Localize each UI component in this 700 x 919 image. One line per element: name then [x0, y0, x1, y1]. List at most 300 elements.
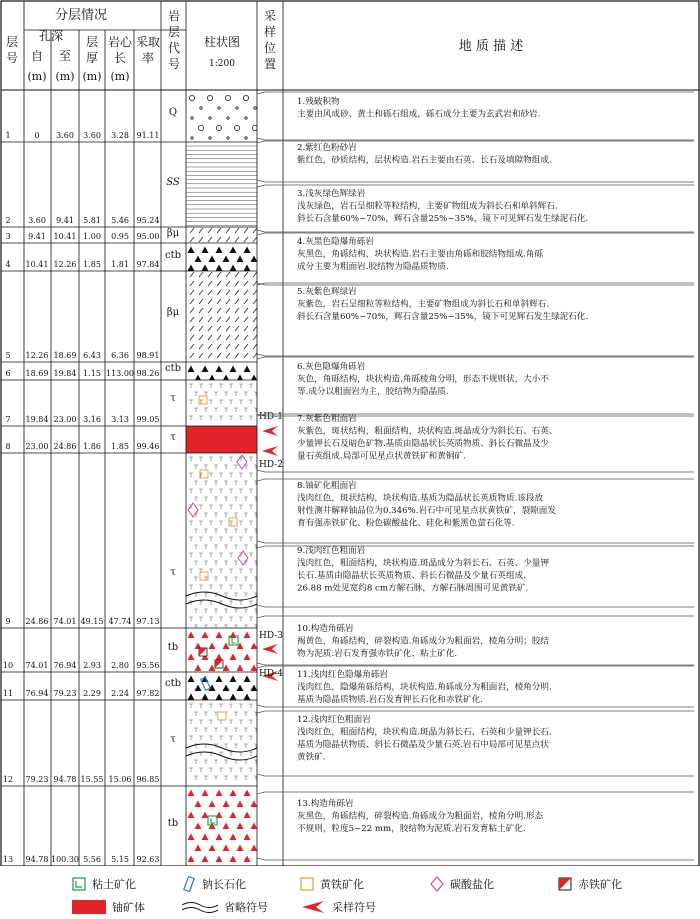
trachyte-mark — [249, 384, 253, 388]
breccia-fragment — [251, 643, 258, 650]
legend-label: 碳酸盐化 — [450, 878, 494, 891]
breccia-fragment — [216, 676, 223, 683]
trachyte-mark — [189, 537, 193, 541]
gravel-dot — [216, 125, 221, 130]
core-length: 0.95 — [111, 232, 129, 241]
lithology-gravel — [189, 95, 257, 139]
legend-item-omission — [182, 899, 268, 915]
core-length: 47.74 — [108, 617, 132, 626]
diabase-tick — [217, 326, 221, 331]
carbonatization-icon — [430, 876, 444, 892]
trachyte-mark — [229, 384, 233, 388]
lithology-diabase — [190, 272, 257, 367]
trachyte-mark — [244, 577, 248, 581]
diabase-tick — [244, 344, 248, 349]
diabase-tick — [253, 362, 257, 367]
trachyte-mark — [234, 625, 238, 629]
trachyte-mark — [244, 529, 248, 533]
trachyte-mark — [204, 392, 208, 396]
diabase-tick — [208, 290, 212, 295]
diabase-tick — [226, 281, 230, 286]
breccia-fragment — [195, 665, 202, 672]
trachyte-mark — [229, 553, 233, 557]
description-text: 浅灰绿色，岩石呈细粒等粒结构，主要矿物组成为斜长石和单斜辉石. — [297, 201, 558, 212]
diabase-tick — [226, 290, 230, 295]
trachyte-mark — [189, 569, 193, 573]
trachyte-mark — [209, 720, 213, 724]
breccia-fragment — [230, 856, 237, 863]
header-scale: 1:200 — [209, 59, 235, 69]
recovery: 98.26 — [136, 369, 160, 378]
trachyte-mark — [219, 457, 223, 461]
trachyte-mark — [249, 473, 253, 477]
lithology-breccia-black — [188, 676, 258, 701]
header-sample-position: 置 — [263, 57, 277, 71]
breccia-fragment — [230, 265, 237, 272]
trachyte-mark — [239, 416, 243, 420]
legend-label: 采样符号 — [332, 901, 376, 914]
header-sample-position: 位 — [263, 41, 277, 55]
trachyte-mark — [204, 760, 208, 764]
gravel-dot — [225, 95, 230, 100]
trachyte-mark — [249, 400, 253, 404]
diabase-tick — [217, 272, 221, 277]
trachyte-mark — [229, 537, 233, 541]
trachyte-mark — [244, 513, 248, 517]
breccia-fragment — [188, 654, 195, 661]
description-text: 浅肉红色，粗面结构，块状构造.斑晶成分为斜长石、石英、少量钾 — [297, 558, 549, 569]
depth-to: 100.30 — [51, 855, 79, 864]
breccia-fragment — [188, 265, 195, 272]
thickness: 1.00 — [83, 232, 101, 241]
header-column-title: 柱状图 — [203, 35, 241, 49]
breccia-fragment — [244, 812, 251, 819]
diabase-tick — [253, 326, 257, 331]
breccia-fragment — [188, 856, 195, 863]
trachyte-mark — [209, 521, 213, 525]
diabase-tick — [235, 353, 239, 358]
layer-no: 10 — [2, 661, 14, 670]
diabase-tick — [208, 272, 212, 277]
breccia-fragment — [202, 366, 209, 373]
diabase-tick — [235, 281, 239, 286]
trachyte-mark — [194, 392, 198, 396]
diabase-tick — [190, 272, 194, 277]
trachyte-mark — [239, 585, 243, 589]
trachyte-mark — [249, 601, 253, 605]
breccia-fragment — [223, 845, 230, 852]
trachyte-mark — [219, 537, 223, 541]
trachyte-mark — [224, 577, 228, 581]
breccia-fragment — [244, 676, 251, 683]
trachyte-mark — [194, 577, 198, 581]
recovery: 95.24 — [136, 216, 160, 225]
trachyte-mark — [204, 545, 208, 549]
recovery: 95.00 — [136, 232, 160, 241]
gravel-dot — [234, 125, 239, 130]
depth-to: 23.00 — [53, 415, 77, 424]
table-row — [5, 351, 159, 360]
description-title: 11.浅肉红色隐爆角砾岩 — [297, 670, 389, 680]
trachyte-mark — [239, 601, 243, 605]
layer-no: 5 — [5, 351, 11, 360]
table-row — [5, 369, 159, 378]
recovery: 96.85 — [136, 775, 160, 784]
diabase-tick — [190, 237, 194, 242]
diabase-tick — [199, 281, 203, 286]
pyrite-symbol — [218, 712, 226, 720]
diabase-tick — [235, 344, 239, 349]
diabase-tick — [208, 344, 212, 349]
trachyte-mark — [234, 577, 238, 581]
diabase-tick — [253, 272, 257, 277]
trachyte-mark — [189, 585, 193, 589]
diabase-tick — [235, 317, 239, 322]
breccia-fragment — [188, 366, 195, 373]
trachyte-mark — [214, 577, 218, 581]
rock-code: τ — [170, 734, 176, 745]
trachyte-mark — [249, 720, 253, 724]
description-text: 射性测井解释铀品位为0.346%.岩石中可见星点状黄铁矿，裂隙面发 — [297, 506, 556, 516]
trachyte-mark — [229, 416, 233, 420]
trachyte-mark — [189, 416, 193, 420]
trachyte-mark — [219, 768, 223, 772]
trachyte-mark — [224, 465, 228, 469]
trachyte-mark — [204, 497, 208, 501]
gravel-dot — [254, 107, 256, 109]
lithology-breccia-black — [188, 247, 258, 272]
trachyte-mark — [229, 704, 233, 708]
layer-no: 9 — [5, 617, 11, 626]
trachyte-mark — [229, 473, 233, 477]
clay-symbol — [232, 638, 236, 643]
trachyte-mark — [214, 481, 218, 485]
gravel-dot — [207, 95, 212, 100]
trachyte-mark — [239, 473, 243, 477]
core-length: 1.81 — [111, 260, 129, 269]
diabase-tick — [217, 290, 221, 295]
trachyte-mark — [239, 505, 243, 509]
trachyte-mark — [199, 457, 203, 461]
diabase-tick — [217, 353, 221, 358]
trachyte-mark — [199, 601, 203, 605]
breccia-fragment — [188, 694, 195, 701]
trachyte-mark — [219, 553, 223, 557]
table-row — [5, 260, 159, 269]
breccia-fragment — [209, 845, 216, 852]
breccia-fragment — [195, 823, 202, 830]
trachyte-mark — [229, 768, 233, 772]
table-row — [5, 232, 159, 241]
trachyte-mark — [239, 736, 243, 740]
trachyte-mark — [199, 400, 203, 404]
trachyte-mark — [209, 553, 213, 557]
depth-from: 12.26 — [25, 351, 49, 360]
diabase-tick — [235, 237, 239, 242]
depth-to: 76.94 — [53, 661, 77, 670]
breccia-fragment — [216, 856, 223, 863]
trachyte-mark — [249, 416, 253, 420]
trachyte-mark — [224, 625, 228, 629]
header-rock-code: 岩 — [167, 9, 181, 23]
breccia-fragment — [195, 845, 202, 852]
breccia-fragment — [251, 256, 258, 263]
trachyte-mark — [219, 704, 223, 708]
trachyte-mark — [194, 712, 198, 716]
depth-from: 19.84 — [25, 415, 49, 424]
breccia-fragment — [216, 247, 223, 254]
diabase-tick — [190, 281, 194, 286]
description-block — [257, 141, 694, 182]
breccia-fragment — [251, 801, 258, 808]
description-text: 灰黑色，角砾结构，碎裂构造.角砾成分为粗面岩，棱角分明.形态 — [297, 811, 544, 822]
description-text: 量石英组成.局部可见星点状黄铁矿和黄铜矿. — [297, 451, 466, 462]
description-text: 长石.基质由隐晶状长英质物质、斜长石微晶及少量石英组成. — [297, 571, 526, 581]
trachyte-mark — [229, 720, 233, 724]
description-block — [257, 233, 694, 285]
trachyte-mark — [234, 465, 238, 469]
trachyte-mark — [204, 776, 208, 780]
trachyte-mark — [199, 505, 203, 509]
description-block — [257, 92, 694, 140]
depth-from: 10.41 — [25, 260, 49, 269]
trachyte-mark — [234, 728, 238, 732]
diabase-tick — [235, 299, 239, 304]
thickness: 3.60 — [83, 131, 101, 140]
header-group-title: 分层情况 — [54, 8, 108, 23]
rock-code: ctb — [164, 678, 182, 689]
breccia-fragment — [230, 834, 237, 841]
legend-label: 粘土矿化 — [92, 878, 136, 891]
breccia-fragment — [244, 654, 251, 661]
legend-item-clay — [72, 876, 136, 892]
description-text: 灰黑色，角砾结构，块状构造.岩石主要由角砾和胶结物组成.角砾 — [297, 249, 544, 260]
diabase-tick — [217, 228, 221, 233]
diabase-tick — [208, 335, 212, 340]
omission-line — [186, 744, 257, 752]
recovery: 97.84 — [136, 260, 160, 269]
breccia-fragment — [230, 366, 237, 373]
trachyte-mark — [234, 744, 238, 748]
trachyte-mark — [234, 545, 238, 549]
hematite-icon — [558, 877, 572, 891]
diabase-tick — [244, 317, 248, 322]
diabase-tick — [253, 335, 257, 340]
diabase-tick — [190, 326, 194, 331]
clay-symbol — [211, 818, 215, 823]
breccia-fragment — [209, 256, 216, 263]
rock-code: tb — [167, 642, 179, 653]
diabase-tick — [208, 353, 212, 358]
trachyte-mark — [189, 521, 193, 525]
sample-label: HD-4 — [259, 669, 283, 679]
trachyte-mark — [219, 720, 223, 724]
trachyte-mark — [214, 561, 218, 565]
breccia-fragment — [244, 366, 251, 373]
breccia-fragment — [244, 247, 251, 254]
breccia-fragment — [230, 676, 237, 683]
trachyte-mark — [234, 609, 238, 613]
sample-flag-icon — [262, 644, 278, 654]
gravel-dot — [227, 117, 229, 119]
trachyte-mark — [239, 617, 243, 621]
trachyte-mark — [224, 593, 228, 597]
diabase-tick — [244, 237, 248, 242]
breccia-fragment — [223, 256, 230, 263]
breccia-fragment — [230, 654, 237, 661]
trachyte-mark — [244, 776, 248, 780]
trachyte-mark — [234, 593, 238, 597]
breccia-fragment — [216, 654, 223, 661]
description-text: 等.成分以粗面岩为主，胶结物为隐晶质. — [297, 387, 449, 397]
breccia-fragment — [244, 834, 251, 841]
trachyte-mark — [229, 569, 233, 573]
diabase-tick — [199, 353, 203, 358]
trachyte-mark — [244, 625, 248, 629]
depth-to: 18.69 — [53, 351, 77, 360]
description-text: 基质为隐晶状物质、斜长石微晶及少量石英.岩石中局部可见星点状 — [297, 740, 549, 750]
breccia-fragment — [251, 845, 258, 852]
diabase-tick — [199, 237, 203, 242]
trachyte-mark — [249, 457, 253, 461]
gravel-dot — [191, 137, 193, 139]
depth-to: 19.84 — [53, 369, 77, 378]
diabase-tick — [208, 237, 212, 242]
description-text: 黄铁矿. — [297, 752, 326, 763]
trachyte-mark — [204, 465, 208, 469]
gravel-dot — [227, 137, 229, 139]
description-block — [257, 185, 694, 232]
trachyte-mark — [194, 481, 198, 485]
trachyte-mark — [199, 585, 203, 589]
trachyte-mark — [244, 609, 248, 613]
diabase-tick — [235, 326, 239, 331]
depth-to: 94.78 — [53, 775, 77, 784]
trachyte-mark — [234, 481, 238, 485]
breccia-fragment — [223, 665, 230, 672]
pyrite-icon — [300, 877, 314, 891]
header-rock-code: 号 — [167, 57, 181, 71]
breccia-fragment — [216, 834, 223, 841]
sample-flag-icon — [262, 426, 278, 436]
breccia-fragment — [230, 812, 237, 819]
recovery: 95.56 — [136, 661, 160, 670]
gravel-dot — [245, 117, 247, 119]
gravel-dot — [218, 107, 220, 109]
legend-item-albite — [182, 876, 246, 892]
diabase-tick — [226, 344, 230, 349]
diabase-tick — [253, 308, 257, 313]
core-length: 1.85 — [111, 442, 129, 451]
trachyte-mark — [239, 569, 243, 573]
clay-alteration-icon — [72, 877, 86, 891]
trachyte-mark — [224, 760, 228, 764]
lithology-diabase — [190, 228, 257, 242]
trachyte-mark — [219, 400, 223, 404]
trachyte-mark — [249, 569, 253, 573]
diabase-tick — [244, 335, 248, 340]
breccia-fragment — [202, 265, 209, 272]
trachyte-mark — [214, 529, 218, 533]
layer-no: 11 — [2, 689, 14, 698]
trachyte-mark — [234, 408, 238, 412]
header-layer-no: 层 — [5, 35, 19, 49]
diabase-tick — [199, 272, 203, 277]
header-core-length: 长 — [113, 51, 127, 65]
breccia-fragment — [237, 665, 244, 672]
trachyte-mark — [214, 625, 218, 629]
legend — [0, 866, 700, 919]
lithology-siltstone — [186, 146, 257, 226]
breccia-fragment — [202, 812, 209, 819]
breccia-fragment — [230, 632, 237, 639]
diabase-tick — [199, 344, 203, 349]
breccia-fragment — [251, 685, 258, 692]
trachyte-mark — [209, 400, 213, 404]
trachyte-mark — [189, 736, 193, 740]
diabase-tick — [208, 299, 212, 304]
breccia-fragment — [188, 632, 195, 639]
description-text: 灰色，角砾结构，块状构造.角砾棱角分明，形态不规则状，大小不 — [297, 374, 549, 385]
trachyte-mark — [239, 521, 243, 525]
breccia-fragment — [202, 856, 209, 863]
trachyte-mark — [224, 776, 228, 780]
legend-label: 钠长石化 — [202, 878, 246, 891]
diabase-tick — [217, 335, 221, 340]
thickness: 3.16 — [83, 415, 101, 424]
breccia-fragment — [237, 685, 244, 692]
trachyte-mark — [194, 545, 198, 549]
diabase-tick — [226, 308, 230, 313]
sample-label: HD-2 — [259, 460, 283, 470]
breccia-fragment — [237, 845, 244, 852]
trachyte-mark — [214, 392, 218, 396]
header-sample-position: 采 — [263, 9, 277, 23]
lithology-trachyte — [189, 457, 258, 629]
diabase-tick — [244, 228, 248, 233]
description-title: 5.灰紫色辉绿岩 — [297, 287, 357, 297]
trachyte-mark — [244, 545, 248, 549]
thickness: 2.29 — [83, 689, 101, 698]
diabase-tick — [226, 228, 230, 233]
breccia-fragment — [188, 790, 195, 797]
diabase-tick — [208, 326, 212, 331]
breccia-fragment — [195, 685, 202, 692]
legend-item-uranium — [72, 899, 145, 915]
layer-no: 3 — [5, 232, 11, 241]
depth-from: 3.60 — [28, 216, 46, 225]
table-header — [6, 7, 523, 83]
breccia-fragment — [202, 694, 209, 701]
depth-to: 3.60 — [56, 131, 74, 140]
trachyte-mark — [214, 760, 218, 764]
legend-item-sample — [300, 899, 376, 915]
trachyte-mark — [214, 513, 218, 517]
trachyte-mark — [219, 569, 223, 573]
trachyte-mark — [219, 617, 223, 621]
description-block — [257, 616, 694, 665]
trachyte-mark — [209, 384, 213, 388]
layer-no: 6 — [5, 369, 11, 378]
diabase-tick — [235, 228, 239, 233]
thickness: 6.43 — [83, 351, 101, 360]
diabase-tick — [199, 335, 203, 340]
diabase-tick — [226, 353, 230, 358]
diabase-tick — [244, 353, 248, 358]
breccia-fragment — [195, 256, 202, 263]
gravel-dot — [236, 107, 238, 109]
trachyte-mark — [234, 497, 238, 501]
